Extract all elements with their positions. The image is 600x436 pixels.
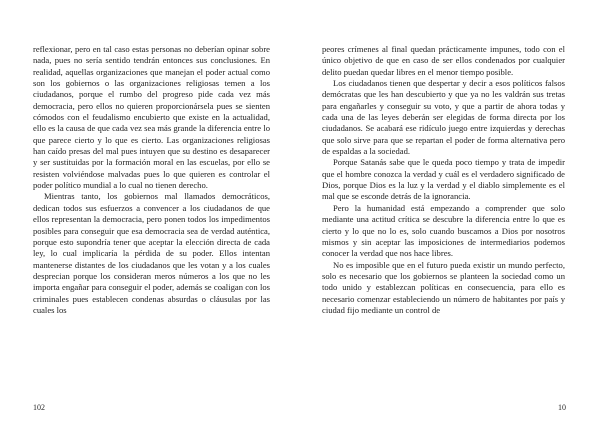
right-paragraph-2: Los ciudadanos tienen que despertar y decir a esos políticos falsos demócratas que les han descubierto y que ya no les valdrán sus tretas para engañarles y conseguir su voto, y que a partir de ahora todas y cada una de las leyes deberán ser elegidas de forma directa por los ciudadanos. Se acabará ese ridículo juego entre izquierdas y derechas que solo sirve para que se repartan el poder de forma alternativa pero de espaldas a la sociedad. [322,78,565,157]
right-paragraph-3: Porque Satanás sabe que le queda poco tiempo y trata de impedir que el hombre conozca la verdad y cuál es el verdadero significado de Dios, porque Dios es la luz y la verdad y el diablo simplemente es el mal que se esconde detrás de la ignorancia. [322,157,565,202]
left-paragraph-2: Mientras tanto, los gobiernos mal llamados democráticos, dedican todos sus esfuerzos a convencer a los ciudadanos de que ellos representan la democracia, pero ponen todos los impedimentos posibles para conseguir que esa democracia sea de verdad auténtica, porque esto supondría tener que aceptar la elección directa de cada ley, lo cual implicaría la pérdida de su poder. Ellos intentan mantenerse distantes de los ciudadanos que les votan y a los cuales desprecian porque los consideran meros números a los que no les importa engañar para conseguir el poder, además se coaligan con los criminales pues establecen condenas absurdas o cláusulas por las cuales los [33,191,270,315]
right-page-body [322,44,565,316]
left-page-number: 102 [33,403,45,412]
left-page-body [33,44,270,316]
left-paragraph-1: reflexionar, pero en tal caso estas personas no deberían opinar sobre nada, pues no sería sentido tendrán entonces sus conclusiones. En realidad, aquellas organizaciones que manejan el poder actual como son los gobiernos o las organizaciones religiosas temen a los ciudadanos, porque el rumbo del progreso pide cada vez más democracia, pero ellos no quieren proporcionársela pues se sienten cómodos con el feudalismo encubierto que existe en la actualidad, ello es la causa de que cada vez sea más grande la diferencia entre lo que parece cierto y lo que es cierto. Las organizaciones religiosas han caído presas del mal pues intuyen que su destino es desaparecer y ser sustituidas por la formación moral en las escuelas, por ello se resisten volviéndose malvadas pues lo que quieren es controlar el poder político mundial a lo cual no tienen derecho. [33,44,270,191]
right-paragraph-4: Pero la humanidad está empezando a comprender que solo mediante una actitud crítica se descubre la diferencia entre lo que es cierto y lo que no lo es, solo cuando buscamos a Dios por nosotros mismos y sin aceptar las imposiciones de intermediarios podemos conocer la verdad que nos hace libres. [322,202,565,259]
right-paragraph-1: peores crímenes al final quedan prácticamente impunes, todo con el único objetivo de que en caso de ser ellos condenados por cualquier delito puedan quedar libres en el menor tiempo posible. [322,44,565,77]
right-page [300,0,600,436]
right-paragraph-5: No es imposible que en el futuro pueda existir un mundo perfecto, solo es necesario que los gobiernos se planteen la sociedad como un todo unido y establezcan políticas en consecuencia, para ello es necesario comenzar estableciendo un número de habitantes por país y ciudad fijo mediante un control de [322,259,565,315]
right-page-number: 10 [558,403,566,412]
